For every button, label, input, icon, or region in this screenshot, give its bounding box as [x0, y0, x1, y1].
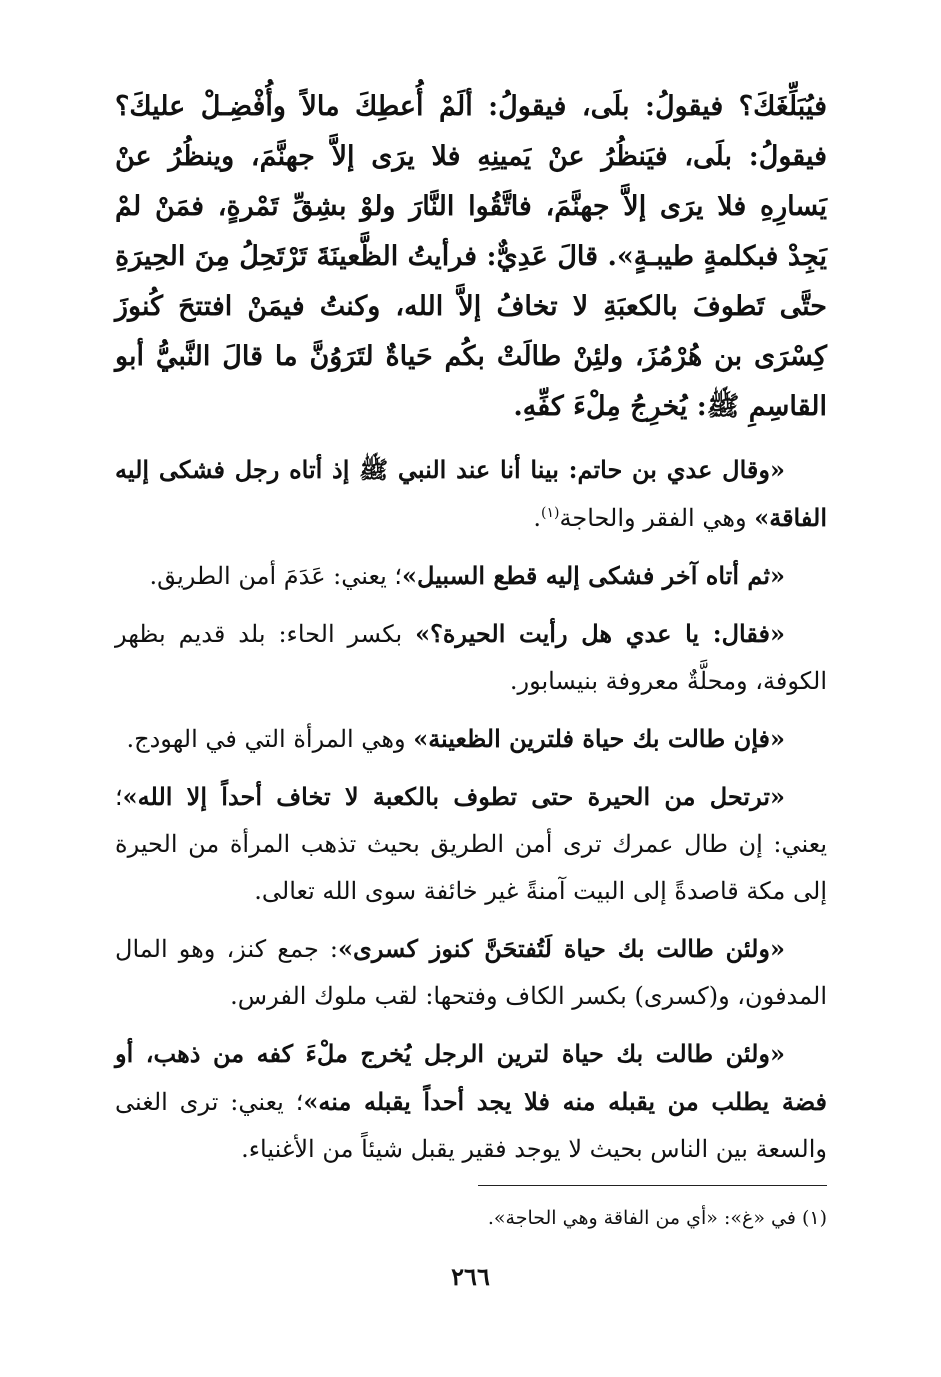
quoted-phrase: «ولئن طالت بك حياة لَتُفتحَنَّ كنوز كسرى» — [338, 934, 785, 963]
commentary-paragraph — [115, 715, 827, 763]
quoted-phrase: «ولئن طالت بك حياة لترين الرجل يُخرج ملْءَ كفه من ذهب، أو فضة يطلب من يقبله منه فلا يجد أحداً يقبله منه» — [115, 1039, 827, 1116]
explanation: وهي الفقر والحاجة — [559, 504, 755, 532]
footnote-separator — [478, 1185, 827, 1186]
explanation: ؛ يعني: ترى الغنى والسعة بين الناس بحيث لا يوجد فقير يقبل شيئاً من الأغنياء. — [115, 1088, 827, 1163]
footnote-marker[interactable]: (١) — [541, 505, 560, 521]
commentary-paragraph — [115, 610, 827, 705]
explanation: : جمع كنز، وهو المال المدفون، و(كسرى) بكسر الكاف وفتحها: لقب ملوك الفرس. — [115, 935, 827, 1010]
commentary-paragraph — [115, 773, 827, 915]
commentary-paragraph — [115, 1030, 827, 1173]
explanation: ؛ يعني: إن طال عمرك ترى أمن الطريق بحيث تذهب المرأة من الحيرة إلى مكة قاصدةً إلى البيت آمنةً غير خائفة سوى الله تعالى. — [115, 783, 827, 905]
commentary-paragraph — [115, 925, 827, 1020]
quoted-phrase: «وقال عدي بن حاتم: بينا أنا عند النبي ﷺ إذ أتاه رجل فشكى إليه الفاقة» — [115, 455, 827, 532]
quoted-phrase: «فقال: يا عدي هل رأيت الحيرة؟» — [415, 619, 785, 648]
quoted-phrase: «ترتحل من الحيرة حتى تطوف بالكعبة لا تخاف أحداً إلا الله» — [122, 782, 785, 811]
commentary-paragraph — [115, 446, 827, 542]
explanation: وهي المرأة التي في الهودج. — [126, 725, 414, 753]
quoted-phrase: «فإن طالت بك حياة فلترين الظعينة» — [413, 724, 785, 753]
page-number: ٢٦٦ — [451, 1262, 490, 1291]
hadith-text: فيُبَلِّغَكَ؟ فيقولُ: بلَى، فيقولُ: ألَمْ أُعطِكَ مالاً وأُفْضِـلْ عليكَ؟ فيقولُ: بلَى، فيَنظُرُ عنْ يَمينِهِ فلا يرَى إلاَّ جهنَّمَ، وينظُرُ عنْ يَسارِهِ فلا يرَى إلاَّ جهنَّمَ، فاتَّقُوا النَّارَ ولوْ بشِقِّ تَمْرةٍ، فمَنْ لمْ يَجِدْ فبكلمةٍ طيبـةٍ». قالَ عَدِيٌّ: فرأيتُ الظَّعينَةَ تَرْتَحِلُ مِنَ الحِيرَةِ حتَّى تَطوفَ بالكعبَةِ لا تخافُ إلاَّ الله، وكنتُ فيمَنْ افتتحَ كُنوزَ كِسْرَى بن هُرْمُزَ، ولئِنْ طالَتْ بكُم حَياةٌ لتَرَوُنَّ ما قالَ النَّبيُّ أبو القاسِمِ ﷺ: يُخرِجُ مِلْءَ كفِّهِ. — [115, 91, 827, 422]
explanation: بكسر الحاء: بلد قديم بظهر الكوفة، ومحلَّةٌ معروفة بنيسابور. — [115, 620, 827, 695]
quoted-phrase: «ثم أتاه آخر فشكى إليه قطع السبيل» — [402, 561, 785, 590]
explanation-tail: . — [533, 504, 542, 532]
explanation: ؛ يعني: عَدَمَ أمن الطريق. — [149, 562, 403, 590]
footnote: (١) في «غ»: «أي من الفاقة وهي الحاجة». — [487, 1207, 827, 1229]
page-body — [115, 82, 827, 1183]
commentary-paragraph — [115, 552, 827, 600]
